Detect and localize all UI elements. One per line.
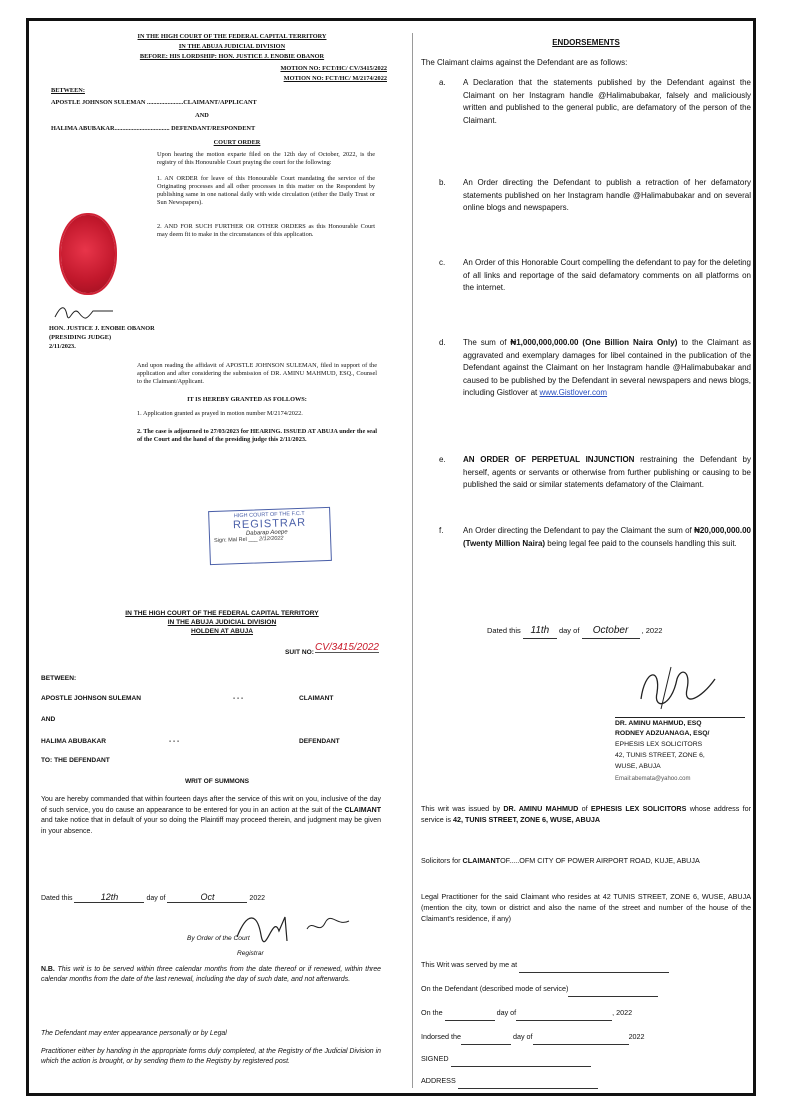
writ-between: BETWEEN: (41, 675, 77, 682)
writ-defendant-role: DEFENDANT (299, 738, 340, 745)
endorsement-text (463, 77, 751, 127)
on-the: On the (421, 1008, 443, 1017)
issued-name: DR. AMINU MAHMUD (503, 804, 579, 813)
endorsements-title: ENDORSEMENTS (552, 38, 620, 47)
issued-3: whose address for service is (421, 804, 751, 824)
endorse-dated-label: Dated this (487, 626, 521, 635)
endorse-dated-row (487, 625, 662, 639)
registrar-stamp (208, 507, 332, 565)
endorsement-text (463, 257, 751, 295)
endorsement-text (463, 177, 751, 215)
signed-blank (451, 1053, 591, 1067)
endorsement-post: being legal fee paid to the counsels handling this suit. (545, 538, 737, 548)
issued-by (421, 803, 751, 825)
writ-day-of: day of (146, 895, 166, 902)
writ-dashes-2: - - - (169, 738, 180, 745)
stamp-sign: Sign: Mal Rel ___ (214, 536, 258, 544)
court-order-between: BETWEEN: (51, 87, 85, 94)
stamp-court: HIGH COURT OF THE F.C.T (233, 510, 305, 520)
writ-dated-month: Oct (167, 893, 247, 903)
writ-dated-day: 12th (74, 893, 144, 903)
endorsement-letter: d. (439, 338, 446, 347)
writ-dashes-1: - - - (233, 695, 244, 702)
writ-and: AND (41, 716, 56, 723)
endorsement-text: An Order of this Honorable Court compelling the defendant to pay for the deleting of all links and reportage of the said defamatory comments on all platforms on the internet. (463, 258, 751, 293)
writ-suit-label: SUIT NO: (285, 649, 314, 656)
endorsement-bold: AN ORDER OF PERPETUAL INJUNCTION (463, 455, 635, 464)
endorsement-bold: ₦20,000,000.00 (Twenty Million Naira) (463, 526, 751, 548)
writ-body-1: You are hereby commanded that within fourteen days after the service of this writ on you, inclusive of the day of such service, you do cause an appearance to be entered for you in an action at the suit of the (41, 796, 381, 814)
writ-year: 2022 (249, 895, 265, 902)
writ-claimant-name: APOSTLE JOHNSON SULEMAN (41, 695, 142, 702)
court-order-motion-1: MOTION NO: FCT/HC/ CV/3415/2022 (280, 65, 387, 72)
court-order-title: COURT ORDER (213, 139, 261, 146)
gistlover-link[interactable]: www.Gistlover.com (539, 388, 608, 398)
issued-firm: EPHESIS LEX SOLICITORS (590, 804, 687, 813)
signed: SIGNED (421, 1054, 449, 1063)
endorse-dated-day: 11th (523, 625, 557, 639)
writ-appearance-2: Practitioner either by handing in the appropriate forms duly completed, at the Registry of the Judicial Division in which the action is brought, or by sending them to the Registry by registered post. (41, 1048, 381, 1065)
day-of-2-blank (516, 1007, 612, 1021)
court-order-claimant: APOSTLE JOHNSON SULEMAN .......................CLAIMANT/APPLICANT (51, 99, 257, 106)
solicitors-1: Solicitors for (421, 856, 461, 865)
writ-registrar: Registrar (237, 950, 264, 957)
endorsement-post: restraining the Defendant by herself, agents or servants or otherwise from further publishing or causing to be published the said or similar statements defamatory of the Claimant. (463, 455, 751, 490)
writ-suit-number: CV/3415/2022 (315, 642, 379, 653)
issued-1: This writ was issued by (421, 804, 501, 813)
counsel-2: RODNEY ADZUANAGA, ESQ/ (615, 730, 710, 737)
judge-role: (PRESIDING JUDGE) (49, 334, 112, 341)
counsel-firm: EPHESIS LEX SOLICITORS (615, 741, 703, 748)
writ-title: WRIT OF SUMMONS (184, 778, 250, 785)
court-order-intro: Upon hearing the motion exparte filed on the 12th day of October, 2022, is the registry of this Honourable Court praying the court for the following: (157, 151, 375, 166)
court-order-court-name: IN THE HIGH COURT OF THE FEDERAL CAPITAL TERRITORY (137, 33, 327, 40)
endorsement-text (463, 337, 751, 400)
endorsement-text (463, 525, 751, 550)
on-defendant-blank (568, 983, 658, 997)
writ-division: IN THE ABUJA JUDICIAL DIVISION (167, 619, 277, 626)
year-3: 2022 (628, 1032, 645, 1041)
judge-signature-icon (53, 301, 123, 323)
right-column (421, 29, 751, 1089)
court-order-defendant: HALIMA ABUBAKAR................................... DEFENDANT/RESPONDENT (51, 125, 256, 132)
endorsement-letter: a. (439, 78, 446, 87)
writ-body (41, 795, 381, 837)
judge-date: 2/11/2023. (49, 343, 76, 350)
on-defendant: On the Defendant (described mode of service) (421, 984, 569, 993)
indorsed-blank (461, 1031, 511, 1045)
day-of-2: day of (496, 1008, 517, 1017)
endorsement-letter: f. (439, 526, 444, 535)
served-by: This Writ was served by me at (421, 960, 518, 969)
court-order-before: BEFORE: HIS LORDSHIP: HON. JUSTICE J. ENOBIE OBANOR (139, 53, 325, 60)
stamp-date: 2/12/2022 (258, 535, 284, 543)
endorse-day-of: day of (558, 626, 580, 635)
endorsement-bold: ₦1,000,000,000.00 (One Billion Naira Only) (510, 338, 678, 347)
day-of-3-blank (533, 1031, 629, 1045)
on-the-row (421, 1007, 632, 1021)
signed-row (421, 1053, 591, 1067)
solicitors (421, 855, 751, 866)
address-blank (458, 1075, 598, 1089)
day-of-3: day of (512, 1032, 533, 1041)
address-row (421, 1075, 598, 1089)
court-order-grant-2: 2. The case is adjourned to 27/03/2023 for HEARING. ISSUED AT ABUJA under the seal of the Court and the hand of the presiding judge this 2/11/2023. (137, 428, 377, 443)
writ-by-order: By Order of the Court (187, 935, 250, 942)
endorse-dated-month: October (582, 625, 640, 639)
court-order-prayer-2: 2. AND FOR SUCH FURTHER OR OTHER ORDERS as this Honourable Court may deem fit to make in the circumstances of this application. (157, 223, 375, 238)
writ-court-name: IN THE HIGH COURT OF THE FEDERAL CAPITAL TERRITORY (125, 610, 319, 617)
endorsements-intro: The Claimant claims against the Defendant are as follows: (421, 58, 628, 67)
counsel-email: Email:abemata@yahoo.com (615, 776, 691, 782)
column-divider (412, 33, 413, 1088)
resides: Legal Practitioner for the said Claimant who resides at 42 TUNIS STREET, ZONE 6, WUSE, ABUJA (mention the city, town or district and also the name of the street and number of the house of the Claimant's residence, if any) (421, 892, 751, 923)
endorsement-letter: b. (439, 178, 446, 187)
solicitors-2: OF.....OFM CITY OF POWER AIRPORT ROAD, KUJE, ABUJA (500, 856, 700, 865)
counsel-address-2: WUSE, ABUJA (615, 763, 661, 770)
writ-to: TO: THE DEFENDANT (41, 757, 110, 764)
writ-dated-row (41, 893, 265, 903)
on-defendant-row (421, 983, 658, 997)
endorsement-letter: c. (439, 258, 446, 267)
served-by-blank (519, 959, 669, 973)
endorsement-pre: An Order directing the Defendant to pay the Claimant the sum of (463, 526, 695, 535)
writ-claimant-role: CLAIMANT (299, 695, 334, 702)
court-order-granted: IT IS HEREBY GRANTED AS FOLLOWS: (187, 396, 307, 403)
stamp-registrar: REGISTRAR (232, 516, 307, 532)
writ-body-claimant: CLAIMANT (344, 806, 381, 814)
endorsement-letter: e. (439, 455, 446, 464)
writ-holden: HOLDEN AT ABUJA (190, 628, 254, 635)
court-order-and: AND (195, 112, 209, 119)
court-order-division: IN THE ABUJA JUDICIAL DIVISION (178, 43, 286, 50)
counsel-address-1: 42, TUNIS STREET, ZONE 6, (615, 752, 705, 759)
writ-nb (41, 965, 381, 985)
judge-name: HON. JUSTICE J. ENOBIE OBANOR (49, 325, 155, 332)
served-by-row (421, 959, 669, 973)
issued-2: of (581, 804, 588, 813)
left-column (37, 29, 407, 1089)
court-order-prayer-1: 1. AN ORDER for leave of this Honourable Court mandating the service of the Originating processes and all other processes in this matter on the Respondent by publishing same in one national daily with wide circulation (either the Daily Trust or Sun Newspapers). (157, 175, 375, 206)
solicitors-claimant: CLAIMANT (462, 856, 501, 865)
endorsement-post: to the Claimant as aggravated and exemplary damages for libel contained in the publication of the Defendant against the Claimant on her Instagram handle @Halimabubakar and caused to be published by the Defendant in several newspapers and news blogs, including Gistlover at (463, 338, 751, 398)
counsel-1: DR. AMINU MAHMUD, ESQ (615, 717, 745, 730)
year-2: , 2022 (612, 1008, 633, 1017)
writ-dated-label: Dated this (41, 895, 73, 902)
indorsed-row (421, 1031, 645, 1045)
endorsement-pre: The sum of (463, 338, 511, 347)
court-seal-icon (61, 215, 115, 293)
writ-body-2: and take notice that in default of your so doing the Plaintiff may proceed therein, and judgment may be given in your absence. (41, 817, 381, 835)
writ-nb-text: This writ is to be served within three calendar months from the date thereof or if renewed, within three calendar months from the date of the last renewal, including the day of such date, and not afterwards. (41, 966, 381, 983)
document-sheet (26, 18, 756, 1096)
issued-addr: 42, TUNIS STREET, ZONE 6, WUSE, ABUJA (452, 815, 601, 824)
endorsement-text: An Order directing the Defendant to publish a retraction of her defamatory statements published on her Instagram handle @Halimabubakar and on several online blogs and newspapers. (463, 178, 751, 213)
counsel-signature-icon (631, 659, 721, 717)
writ-appearance-1: The Defendant may enter appearance personally or by Legal (41, 1030, 227, 1037)
endorse-year: , 2022 (641, 626, 663, 635)
endorsement-text (463, 454, 751, 492)
address: ADDRESS (421, 1076, 456, 1085)
court-order-affidavit: And upon reading the affidavit of APOSTLE JOHNSON SULEMAN, filed in support of the application and after considering the submission of DR. AMINU MAHMUD, ESQ., Counsel to the Claimant/Applicant. (137, 362, 377, 385)
court-order-grant-1: 1. Application granted as prayed in motion number M/2174/2022. (137, 410, 303, 417)
indorsed: Indorsed the (421, 1032, 461, 1041)
court-order-motion-2: MOTION NO: FCT/HC/ M/2174/2022 (283, 75, 387, 82)
writ-nb-label: N.B. (41, 966, 55, 973)
endorsement-text: A Declaration that the statements published by the Defendant against the Claimant on her Instagram handle @Halimabubakar, falsely and maliciously written and published to the general public, are defamatory of the person of the Claimant. (463, 78, 751, 125)
writ-defendant-name: HALIMA ABUBAKAR (41, 738, 107, 745)
on-the-blank (445, 1007, 495, 1021)
stamp-handwritten: Dabarap Aoepe (245, 529, 288, 537)
